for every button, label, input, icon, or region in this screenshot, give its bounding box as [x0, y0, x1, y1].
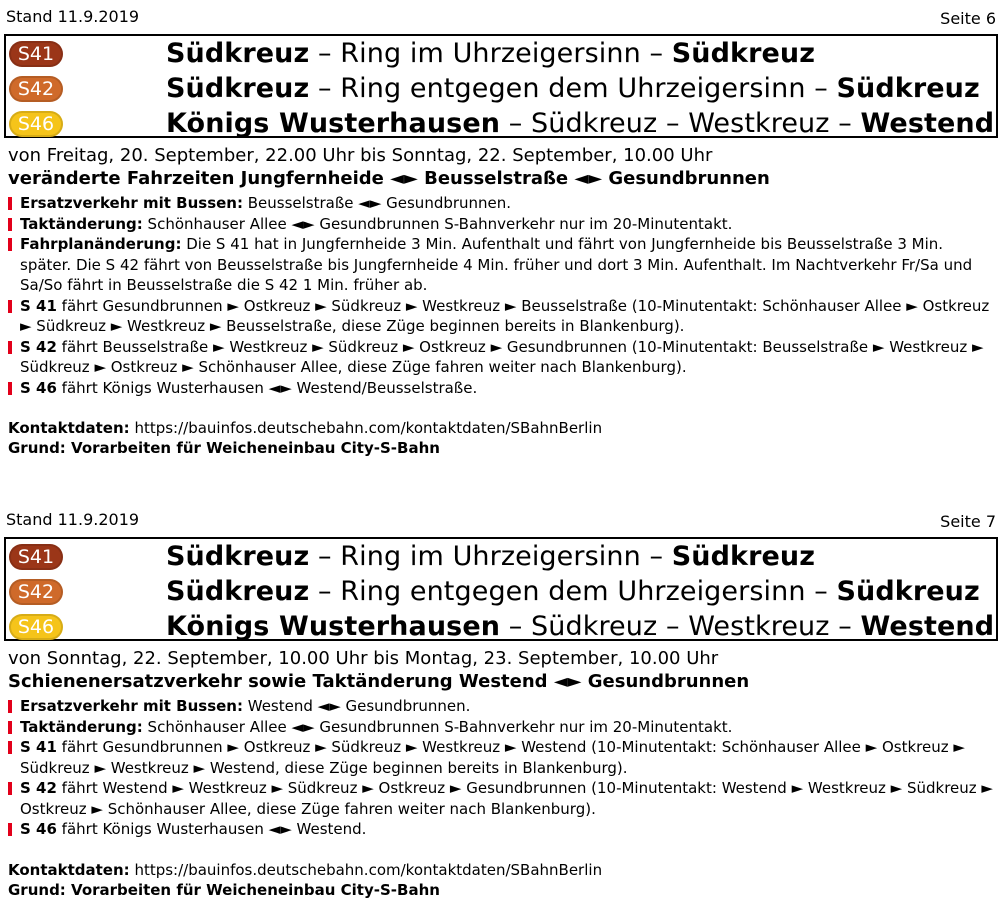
item-list: [8, 193, 998, 398]
bullet-bar-icon: [8, 218, 12, 231]
route-s42: Südkreuz – Ring entgegen dem Uhrzeigersinn – Südkreuz: [166, 73, 980, 104]
list-item: Taktänderung: Schönhauser Allee ◄► Gesundbrunnen S-Bahnverkehr nur im 20-Minutentakt.: [8, 717, 998, 738]
line-row-s42: [6, 576, 996, 608]
headline: veränderte Fahrzeiten Jungfernheide ◄► Beusselstraße ◄► Gesundbrunnen: [8, 168, 770, 189]
bullet-bar-icon: [8, 741, 12, 754]
notice-body: [8, 648, 998, 900]
bullet-bar-icon: [8, 721, 12, 734]
bullet-bar-icon: [8, 700, 12, 713]
period-text: von Sonntag, 22. September, 10.00 Uhr bis Montag, 23. September, 10.00 Uhr: [8, 648, 719, 669]
page-header: [0, 503, 1004, 537]
s42-badge-icon: S42: [9, 76, 63, 102]
line-row-s46: [6, 611, 996, 643]
line-row-s46: [6, 108, 996, 140]
page-number: Seite 7: [940, 512, 996, 531]
route-s46: Königs Wusterhausen – Südkreuz – Westkreuz – Westend: [166, 108, 995, 139]
list-item: Ersatzverkehr mit Bussen: Beusselstraße ◄► Gesundbrunnen.: [8, 193, 998, 214]
line-box: [4, 34, 998, 138]
s41-badge-icon: S41: [9, 41, 63, 67]
bullet-bar-icon: [8, 382, 12, 395]
bullet-bar-icon: [8, 341, 12, 354]
bullet-bar-icon: [8, 238, 12, 251]
bullet-bar-icon: [8, 300, 12, 313]
list-item: Ersatzverkehr mit Bussen: Westend ◄► Gesundbrunnen.: [8, 696, 998, 717]
list-item: S 41 fährt Gesundbrunnen ► Ostkreuz ► Südkreuz ► Westkreuz ► Westend (10-Minutentakt: Schönhauser Allee ► Ostkreuz ► Südkreuz ► Westkreuz ► Westend, diese Züge beginnen bereits in Blankenburg).: [8, 737, 998, 778]
list-item: S 42 fährt Beusselstraße ► Westkreuz ► Südkreuz ► Ostkreuz ► Gesundbrunnen (10-Minutentakt: Beusselstraße ► Westkreuz ► Südkreuz ► Ostkreuz ► Schönhauser Allee, diese Züge fahren weiter nach Blankenburg).: [8, 337, 998, 378]
bullet-bar-icon: [8, 823, 12, 836]
s46-badge-icon: S46: [9, 614, 63, 640]
notice-page-7: [0, 503, 1004, 899]
contact-line: Kontaktdaten: https://bauinfos.deutschebahn.com/kontaktdaten/SBahnBerlin: [8, 860, 603, 879]
stand-date: Stand 11.9.2019: [6, 510, 140, 529]
contact-link[interactable]: https://bauinfos.deutschebahn.com/kontaktdaten/SBahnBerlin: [129, 860, 603, 879]
bullet-bar-icon: [8, 197, 12, 210]
headline: Schienenersatzverkehr sowie Taktänderung Westend ◄► Gesundbrunnen: [8, 671, 750, 692]
contact-line: Kontaktdaten: https://bauinfos.deutschebahn.com/kontaktdaten/SBahnBerlin: [8, 419, 603, 437]
line-row-s42: [6, 73, 996, 105]
list-item: Fahrplanänderung: Die S 41 hat in Jungfernheide 3 Min. Aufenthalt und fährt von Jungfernheide bis Beusselstraße 3 Min. später. Die S 42 fährt von Beusselstraße bis Jungfernheide 4 Min. früher und dort 3 Min. Aufenthalt. Im Nachtverkehr Fr/Sa und Sa/So fährt in Beusselstraße die S 42 1 Min. früher ab.: [8, 234, 998, 296]
page-header: [0, 0, 1004, 34]
grund-line: Grund: Vorarbeiten für Weicheneinbau City-S-Bahn: [8, 439, 440, 457]
s46-badge-icon: S46: [9, 111, 63, 137]
bullet-bar-icon: [8, 782, 12, 795]
line-box: [4, 537, 998, 641]
route-s41: Südkreuz – Ring im Uhrzeigersinn – Südkreuz: [166, 38, 816, 69]
route-s46: Königs Wusterhausen – Südkreuz – Westkreuz – Westend: [166, 611, 995, 642]
notice-body: [8, 145, 998, 458]
list-item: S 46 fährt Königs Wusterhausen ◄► Westend/Beusselstraße.: [8, 378, 998, 399]
s41-badge-icon: S41: [9, 544, 63, 570]
line-row-s41: [6, 541, 996, 573]
contact-block: [8, 418, 998, 458]
s42-badge-icon: S42: [9, 579, 63, 605]
page-number: Seite 6: [940, 9, 996, 28]
list-item: S 42 fährt Westend ► Westkreuz ► Südkreuz ► Ostkreuz ► Gesundbrunnen (10-Minutentakt: Westend ► Westkreuz ► Südkreuz ► Ostkreuz ► Schönhauser Allee, diese Züge fahren weiter nach Blankenburg).: [8, 778, 998, 819]
route-s42: Südkreuz – Ring entgegen dem Uhrzeigersinn – Südkreuz: [166, 576, 980, 607]
notice-page-6: [0, 0, 1004, 457]
grund-line: Grund: Vorarbeiten für Weicheneinbau City-S-Bahn: [8, 880, 440, 899]
item-list: [8, 696, 998, 840]
period-text: von Freitag, 20. September, 22.00 Uhr bis Sonntag, 22. September, 10.00 Uhr: [8, 145, 713, 166]
stand-date: Stand 11.9.2019: [6, 7, 140, 26]
contact-block: [8, 860, 998, 900]
list-item: S 41 fährt Gesundbrunnen ► Ostkreuz ► Südkreuz ► Westkreuz ► Beusselstraße (10-Minutentakt: Schönhauser Allee ► Ostkreuz ► Südkreuz ► Westkreuz ► Beusselstraße, diese Züge beginnen bereits in Blankenburg).: [8, 296, 998, 337]
list-item: Taktänderung: Schönhauser Allee ◄► Gesundbrunnen S-Bahnverkehr nur im 20-Minutentakt.: [8, 214, 998, 235]
contact-link[interactable]: https://bauinfos.deutschebahn.com/kontaktdaten/SBahnBerlin: [129, 419, 603, 437]
list-item: S 46 fährt Königs Wusterhausen ◄► Westend.: [8, 819, 998, 840]
line-row-s41: [6, 38, 996, 70]
route-s41: Südkreuz – Ring im Uhrzeigersinn – Südkreuz: [166, 541, 816, 572]
